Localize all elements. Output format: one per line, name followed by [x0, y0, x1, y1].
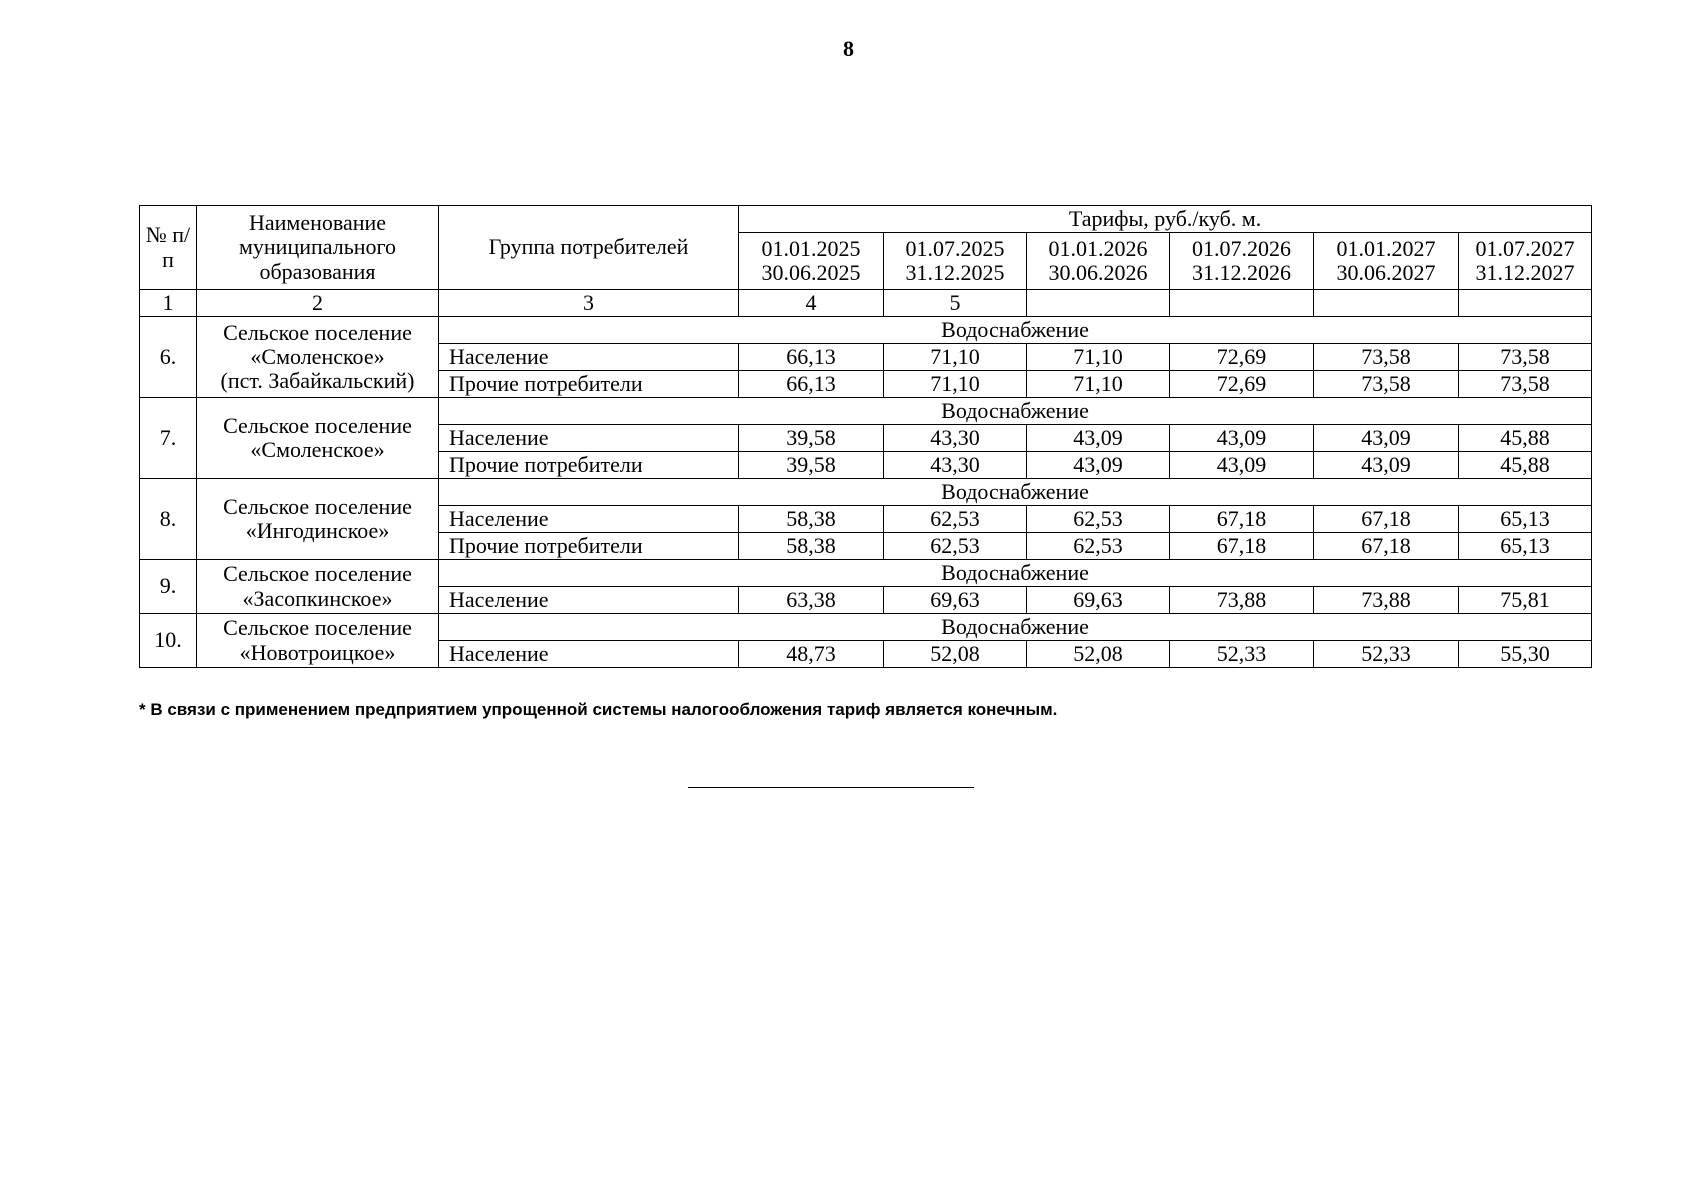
tariff-value: 62,53	[884, 506, 1027, 533]
tariff-value: 73,88	[1314, 587, 1459, 614]
period-header	[1027, 233, 1170, 290]
column-number: 3	[439, 290, 739, 317]
period-to: 31.12.2027	[1475, 260, 1575, 285]
tariff-value: 63,38	[739, 587, 884, 614]
period-header	[884, 233, 1027, 290]
tariff-value: 43,09	[1170, 452, 1314, 479]
consumer-group: Население	[439, 587, 739, 614]
page-number: 8	[843, 36, 854, 61]
tariff-value: 43,30	[884, 425, 1027, 452]
tariff-value: 73,58	[1314, 344, 1459, 371]
column-number	[1314, 290, 1459, 317]
tariff-table	[139, 205, 1592, 668]
section-service-row	[140, 398, 1592, 425]
tariff-value: 43,09	[1170, 425, 1314, 452]
end-rule	[688, 787, 974, 788]
column-number	[1170, 290, 1314, 317]
period-to: 31.12.2026	[1192, 260, 1291, 285]
tariff-value: 52,08	[1027, 641, 1170, 668]
municipality-name-line: Сельское поселение	[223, 319, 412, 345]
period-from: 01.07.2025	[905, 235, 1005, 261]
service-label: Водоснабжение	[439, 614, 1592, 641]
column-number	[1027, 290, 1170, 317]
period-from: 01.01.2025	[761, 235, 861, 261]
tariff-value: 55,30	[1459, 641, 1592, 668]
footnote: * В связи с применением предприятием упрощенной системы налогообложения тариф является конечным.	[139, 700, 1058, 719]
period-to: 30.06.2025	[761, 260, 861, 285]
period-header	[1170, 233, 1314, 290]
service-label: Водоснабжение	[439, 479, 1592, 506]
tariff-value: 65,13	[1459, 533, 1592, 560]
tariff-value: 67,18	[1314, 506, 1459, 533]
municipality-name-line: «Новотроицкое»	[239, 639, 396, 665]
section-service-row	[140, 560, 1592, 587]
tariff-value: 39,58	[739, 425, 884, 452]
municipality-name-line: Сельское поселение	[223, 615, 412, 641]
consumer-group: Население	[439, 344, 739, 371]
tariff-value: 72,69	[1170, 371, 1314, 398]
tariffs-title: Тарифы, руб./куб. м.	[739, 206, 1592, 233]
tariff-value: 66,13	[739, 371, 884, 398]
tariff-value: 71,10	[1027, 344, 1170, 371]
tariff-value: 67,18	[1170, 506, 1314, 533]
tariff-value: 75,81	[1459, 587, 1592, 614]
municipality-name-line: (пст. Забайкальский)	[220, 368, 415, 394]
tariff-value: 58,38	[739, 533, 884, 560]
tariff-value: 52,08	[884, 641, 1027, 668]
tariff-value: 43,30	[884, 452, 1027, 479]
section-service-row	[140, 479, 1592, 506]
section-number: 8.	[140, 479, 197, 560]
period-to: 30.06.2026	[1048, 260, 1148, 285]
num-column-header: № п/п	[140, 206, 197, 290]
column-number-row	[140, 290, 1592, 317]
column-number: 2	[197, 290, 439, 317]
column-number: 5	[884, 290, 1027, 317]
tariff-value: 67,18	[1314, 533, 1459, 560]
service-label: Водоснабжение	[439, 560, 1592, 587]
tariff-value: 45,88	[1459, 425, 1592, 452]
column-number: 4	[739, 290, 884, 317]
period-header	[739, 233, 884, 290]
period-from: 01.01.2027	[1336, 235, 1436, 261]
tariff-value: 48,73	[739, 641, 884, 668]
tariff-value: 69,63	[1027, 587, 1170, 614]
tariff-value: 43,09	[1027, 425, 1170, 452]
column-number: 1	[140, 290, 197, 317]
period-from: 01.07.2027	[1475, 235, 1575, 261]
section-service-row	[140, 317, 1592, 344]
section-number: 9.	[140, 560, 197, 614]
consumer-group: Население	[439, 425, 739, 452]
column-number	[1459, 290, 1592, 317]
tariff-value: 43,09	[1027, 452, 1170, 479]
tariff-value: 45,88	[1459, 452, 1592, 479]
tariff-value: 65,13	[1459, 506, 1592, 533]
tariff-value: 58,38	[739, 506, 884, 533]
section-number: 7.	[140, 398, 197, 479]
tariff-table-body	[140, 206, 1592, 668]
period-from: 01.07.2026	[1192, 235, 1291, 261]
tariff-value: 71,10	[884, 344, 1027, 371]
tariff-value: 43,09	[1314, 425, 1459, 452]
tariff-value: 52,33	[1170, 641, 1314, 668]
consumer-group: Прочие потребители	[439, 452, 739, 479]
tariff-value: 62,53	[1027, 506, 1170, 533]
tariff-value: 52,33	[1314, 641, 1459, 668]
period-header	[1459, 233, 1592, 290]
tariff-value: 62,53	[1027, 533, 1170, 560]
period-to: 31.12.2025	[905, 260, 1005, 285]
consumer-group: Население	[439, 641, 739, 668]
municipality-name	[197, 479, 439, 560]
consumer-group: Прочие потребители	[439, 533, 739, 560]
tariff-value: 66,13	[739, 344, 884, 371]
municipality-name	[197, 317, 439, 398]
section-number: 6.	[140, 317, 197, 398]
tariff-value: 73,58	[1459, 344, 1592, 371]
municipality-name-line: Сельское поселение	[223, 561, 412, 587]
section-service-row	[140, 614, 1592, 641]
consumer-group: Прочие потребители	[439, 371, 739, 398]
tariff-value: 62,53	[884, 533, 1027, 560]
municipality-name-line: «Ингодинское»	[245, 518, 390, 543]
tariff-value: 39,58	[739, 452, 884, 479]
municipality-name-line: «Смоленское»	[250, 343, 385, 369]
municipality-name-line: «Засопкинское»	[242, 585, 393, 611]
municipality-name	[197, 560, 439, 614]
municipality-name-line: Сельское поселение	[223, 412, 412, 438]
service-label: Водоснабжение	[439, 317, 1592, 344]
tariff-value: 72,69	[1170, 344, 1314, 371]
name-column-header: Наименование муниципального образования	[197, 206, 439, 290]
section-number: 10.	[140, 614, 197, 668]
tariff-value: 67,18	[1170, 533, 1314, 560]
tariff-value: 73,88	[1170, 587, 1314, 614]
header-row-1	[140, 206, 1592, 233]
tariff-value: 71,10	[1027, 371, 1170, 398]
group-column-header: Группа потребителей	[439, 206, 739, 290]
period-header	[1314, 233, 1459, 290]
period-to: 30.06.2027	[1336, 260, 1436, 285]
municipality-name	[197, 614, 439, 668]
tariff-value: 43,09	[1314, 452, 1459, 479]
tariff-value: 73,58	[1314, 371, 1459, 398]
service-label: Водоснабжение	[439, 398, 1592, 425]
tariff-value: 73,58	[1459, 371, 1592, 398]
tariff-value: 69,63	[884, 587, 1027, 614]
tariff-value: 71,10	[884, 371, 1027, 398]
municipality-name	[197, 398, 439, 479]
municipality-name-line: «Смоленское»	[250, 437, 385, 462]
period-from: 01.01.2026	[1048, 235, 1148, 261]
consumer-group: Население	[439, 506, 739, 533]
municipality-name-line: Сельское поселение	[223, 493, 412, 519]
